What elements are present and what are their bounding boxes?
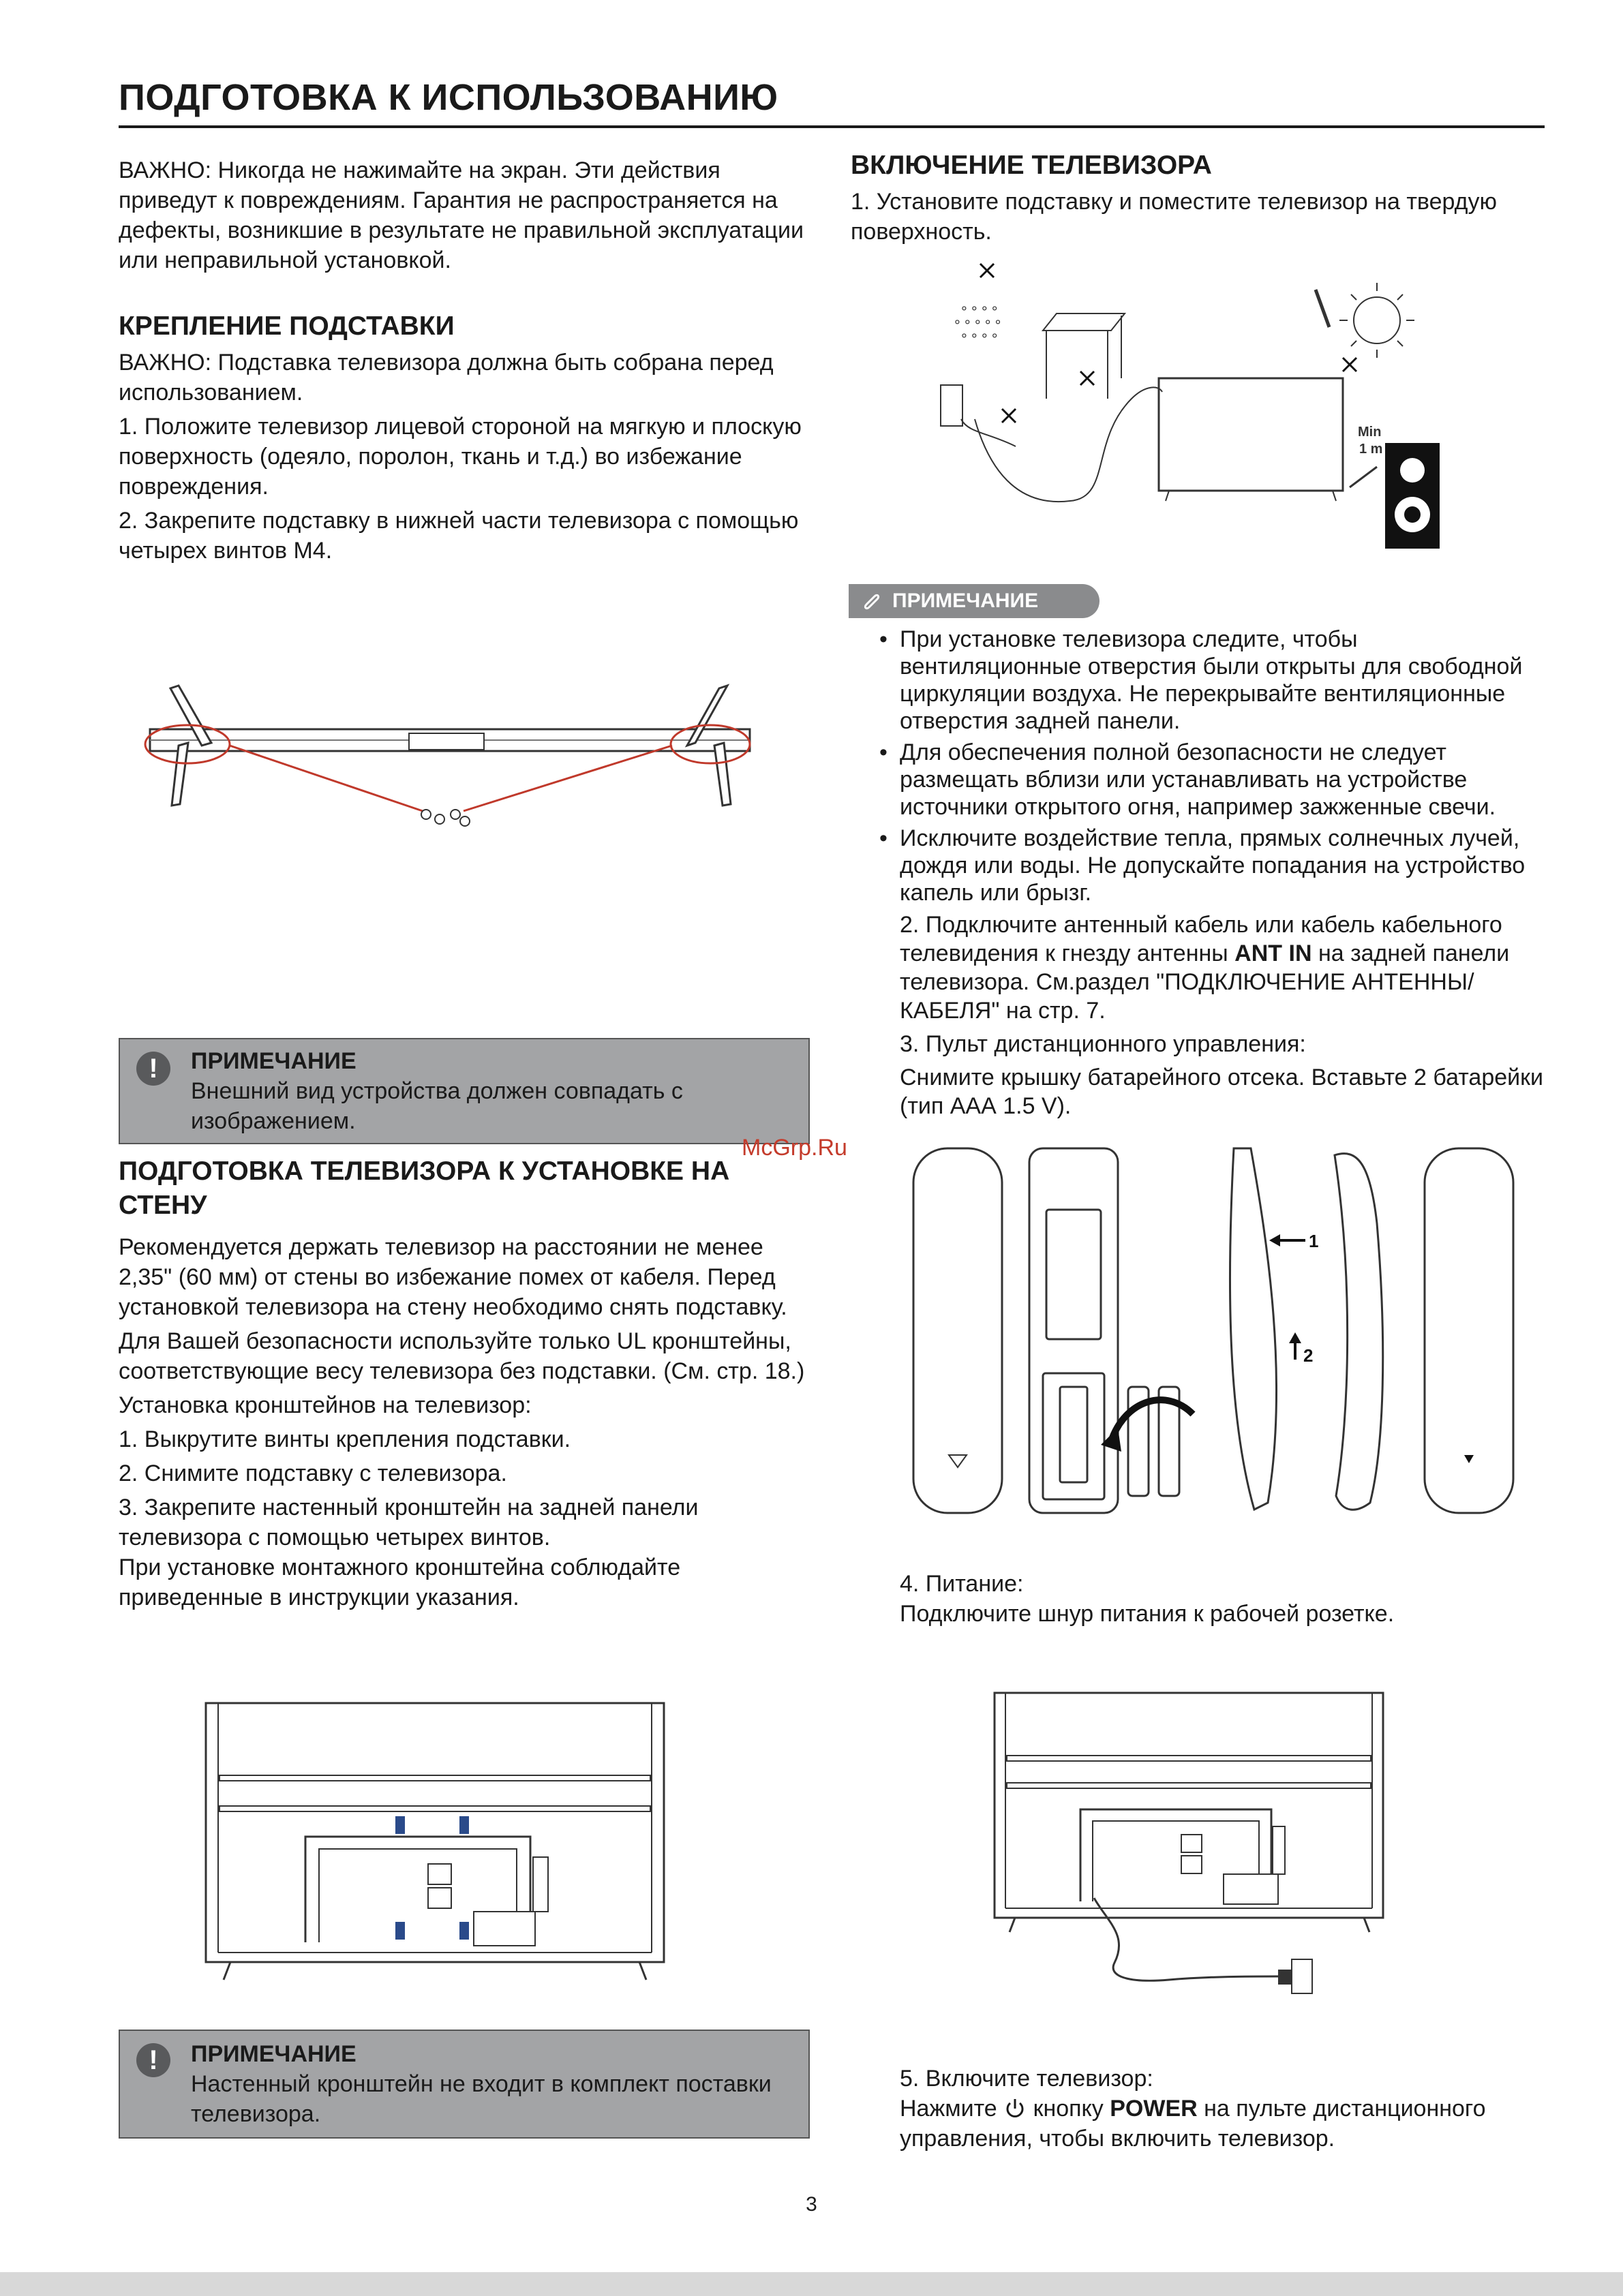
note-heading: ПРИМЕЧАНИЕ [191, 2041, 357, 2067]
min-distance-label: Min [1358, 425, 1382, 440]
stand-step-1: 1. Положите телевизор лицевой стороной на мягкую и плоскую поверхность (одеяло, поролон, ткань и т.д.) во избежание повреждения. [119, 414, 802, 500]
wall-step-2: 2. Снимите подставку с телевизора. [119, 1460, 507, 1486]
note-text: Настенный кронштейн не входит в комплект поставки телевизора. [191, 2071, 772, 2127]
remote-battery-diagram [907, 1142, 1520, 1520]
page-title: ПОДГОТОВКА К ИСПОЛЬЗОВАНИЮ [119, 76, 1545, 128]
exclamation-icon: ! [136, 2043, 170, 2077]
remote-step-label-1: 1 [1309, 1231, 1319, 1251]
note-box-bracket [119, 2030, 810, 2139]
notes-and-steps [877, 626, 1545, 1120]
page-number: 3 [806, 2193, 817, 2216]
left-intro [119, 155, 814, 566]
stand-step-2: 2. Закрепите подставку в нижней части телевизора с помощью четырех винтов М4. [119, 508, 799, 564]
exclamation-icon: ! [136, 1052, 170, 1086]
power-icon [1003, 2097, 1027, 2120]
power-heading: ВКЛЮЧЕНИЕ ТЕЛЕВИЗОРА [851, 151, 1212, 180]
note-bullet-2: • Для обеспечения полной безопасности не следует размещать вблизи или устанавливать на устройстве источники открытого огня, например зажженные свечи. [879, 739, 1496, 820]
note-label: ПРИМЕЧАНИЕ [892, 590, 1039, 612]
note-label-pill [849, 584, 1099, 618]
note-box-appearance [119, 1038, 810, 1144]
stand-important: ВАЖНО: Подставка телевизора должна быть собрана перед использованием. [119, 350, 774, 405]
important-text: ВАЖНО: Никогда не нажимайте на экран. Эти действия приведут к повреждениям. Гарантия не распространяется на дефекты, возникшие в результате не правильной эксплуатации или неправильной установкой. [119, 157, 804, 273]
power-step-5-text: Нажмите кнопку POWER на пульте дистанционного управления, чтобы включить телевизор. [900, 2096, 1486, 2152]
power-step-5 [900, 2064, 1541, 2154]
power-step-3-text: Снимите крышку батарейного отсека. Вставьте 2 батарейки (тип ААА 1.5 V). [900, 1065, 1544, 1119]
svg-text:° ° ° °: ° ° ° ° [961, 331, 998, 348]
power-step-4-text: Подключите шнур питания к рабочей розетке. [900, 1601, 1395, 1627]
wall-paragraph-2: Для Вашей безопасности используйте только UL кронштейны, соответствующие весу телевизора без подставки. (См. стр. 18.) [119, 1328, 805, 1384]
wall-paragraph-1: Рекомендуется держать телевизор на расстоянии не менее 2,35" (60 мм) от стены во избежание помех от кабеля. Перед установкой телевизора на стену необходимо снять подставку. [119, 1234, 787, 1320]
bottom-strip [0, 2272, 1623, 2296]
remote-step-label-2: 2 [1303, 1345, 1314, 1366]
tv-power-cord-diagram [992, 1690, 1387, 2004]
tv-placement-diagram [934, 262, 1452, 562]
distance-value-label: 1 m [1359, 442, 1383, 457]
stand-attach-diagram [136, 675, 763, 852]
power-step-4-heading: 4. Питание: [900, 1571, 1024, 1597]
power-step-3: 3. Пульт дистанционного управления: [900, 1031, 1306, 1057]
note-bullet-3: • Исключите воздействие тепла, прямых солнечных лучей, дождя или воды. Не допускайте попадания на устройство капель или брызг. [879, 825, 1526, 906]
note-bullet-1: • При установке телевизора следите, чтобы вентиляционные отверстия были открыты для свободной циркуляции воздуха. Не перекрывайте вентиляционные отверстия задней панели. [879, 626, 1523, 734]
svg-text:° ° ° °: ° ° ° ° [961, 303, 998, 320]
power-step-5-heading: 5. Включите телевизор: [900, 2066, 1153, 2092]
paperclip-icon [861, 591, 881, 611]
svg-text:° ° ° ° °: ° ° ° ° ° [954, 317, 1001, 334]
wall-paragraph-4: При установке монтажного кронштейна соблюдайте приведенные в инструкции указания. [119, 1555, 681, 1610]
wall-paragraph-3: Установка кронштейнов на телевизор: [119, 1392, 532, 1418]
wall-section [119, 1154, 814, 1612]
power-step-1: 1. Установите подставку и поместите телевизор на твердую поверхность. [851, 189, 1497, 245]
power-step-2: 2. Подключите антенный кабель или кабель кабельного телевидения к гнезду антенны ANT IN на задней панели телевизора. См.раздел "ПОДКЛЮЧЕНИЕ АНТЕННЫ/ КАБЕЛЯ" на стр. 7. [900, 912, 1510, 1024]
watermark: McGrp.Ru [742, 1135, 847, 1161]
power-section [851, 149, 1546, 247]
note-heading: ПРИМЕЧАНИЕ [191, 1048, 357, 1074]
tv-back-wall-mount-diagram [203, 1700, 667, 1993]
wall-heading: ПОДГОТОВКА ТЕЛЕВИЗОРА К УСТАНОВКЕ НА СТЕНУ [119, 1157, 730, 1220]
wall-step-3: 3. Закрепите настенный кронштейн на задней панели телевизора с помощью четырех винтов. [119, 1495, 699, 1550]
stand-heading: КРЕПЛЕНИЕ ПОДСТАВКИ [119, 311, 455, 341]
note-text: Внешний вид устройства должен совпадать с изображением. [191, 1078, 683, 1134]
wall-step-1: 1. Выкрутите винты крепления подставки. [119, 1426, 571, 1452]
power-step-4 [900, 1569, 1541, 1629]
